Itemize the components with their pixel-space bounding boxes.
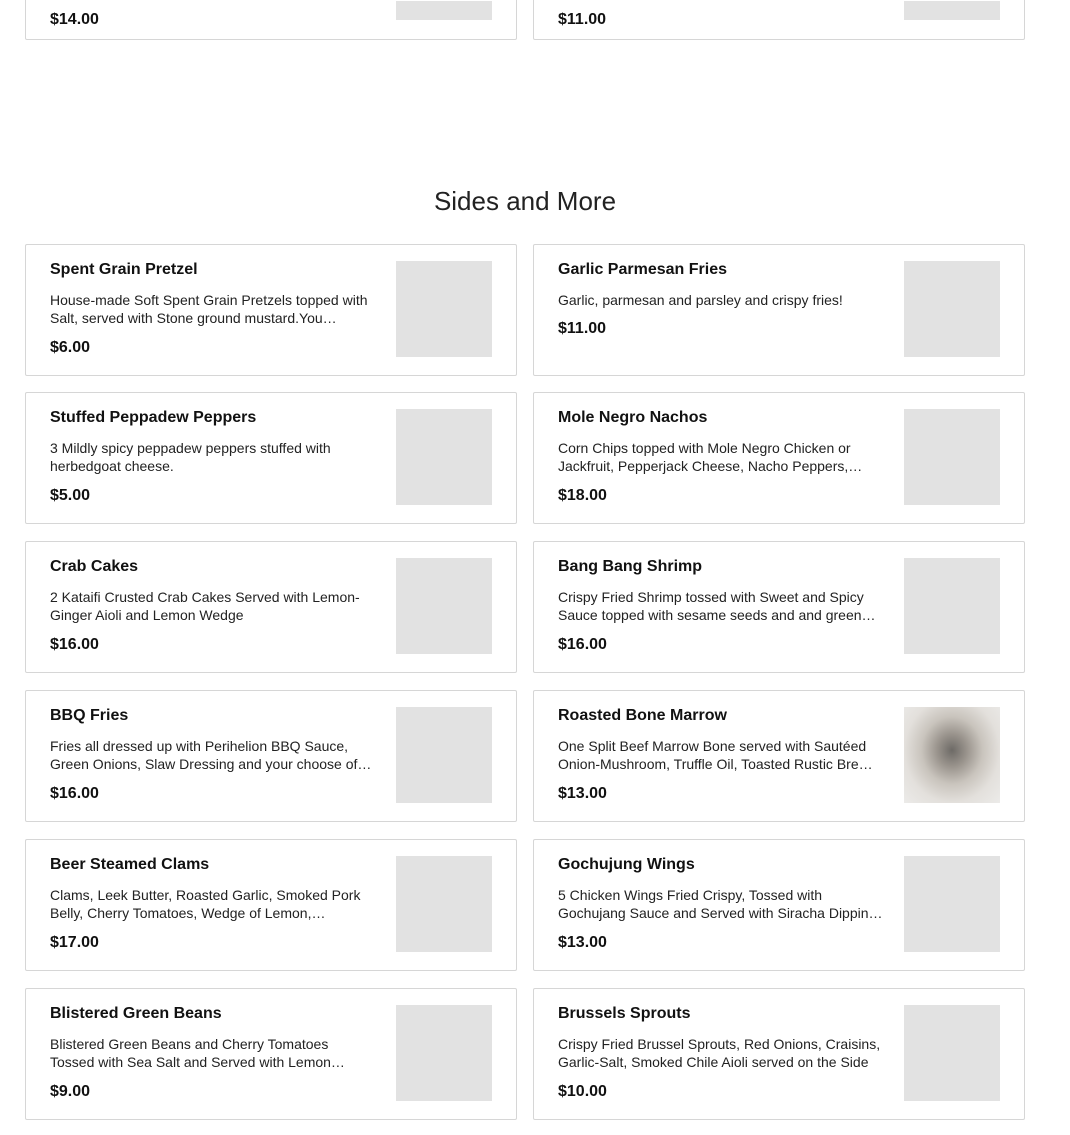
menu-item-roasted-bone-marrow[interactable] — [533, 690, 1025, 822]
bone-marrow-photo — [904, 707, 1000, 803]
menu-item-price: $17.00 — [50, 934, 99, 951]
menu-item-description: 3 Mildly spicy peppadew peppers stuffed with herbedgoat cheese. — [50, 440, 331, 474]
menu-item-image — [396, 261, 492, 357]
menu-item-description: Crispy Fried Brussel Sprouts, Red Onions, Craisins, Garlic-Salt, Smoked Chile Aioli served on the Side — [558, 1036, 881, 1070]
menu-item-name: Roasted Bone Marrow — [558, 707, 727, 724]
menu-item-description: House-made Soft Spent Grain Pretzels topped with Salt, served with Stone ground mustard.You… — [50, 292, 368, 326]
menu-item-description: Blistered Green Beans and Cherry Tomatoes Tossed with Sea Salt and Served with Lemon… — [50, 1036, 345, 1070]
menu-item-image — [396, 856, 492, 952]
menu-item-description: One Split Beef Marrow Bone served with Sautéed Onion-Mushroom, Truffle Oil, Toasted Rustic Bre… — [558, 738, 873, 772]
menu-item-image — [904, 1005, 1000, 1101]
menu-item-price: $9.00 — [50, 1083, 91, 1100]
menu-item-price: $10.00 — [558, 1083, 607, 1100]
menu-item-name: Brussels Sprouts — [558, 1005, 691, 1022]
menu-item-garlic-parmesan-fries[interactable] — [533, 244, 1025, 376]
menu-item-image — [904, 261, 1000, 357]
menu-item-price: $18.00 — [558, 487, 607, 504]
menu-item-name: Beer Steamed Clams — [50, 856, 210, 873]
menu-item-price: $6.00 — [50, 339, 91, 356]
menu-item-gochujung-wings[interactable] — [533, 839, 1025, 971]
menu-item-description: Clams, Leek Butter, Roasted Garlic, Smoked Pork Belly, Cherry Tomatoes, Wedge of Lemon,… — [50, 887, 361, 921]
menu-item-bbq-fries[interactable] — [25, 690, 517, 822]
menu-item-card[interactable] — [533, 0, 1025, 40]
menu-item-stuffed-peppadew-peppers[interactable] — [25, 392, 517, 524]
menu-item-description: Garlic, parmesan and parsley and crispy fries! — [558, 292, 843, 308]
menu-item-bang-bang-shrimp[interactable] — [533, 541, 1025, 673]
menu-item-mole-negro-nachos[interactable] — [533, 392, 1025, 524]
menu-item-price: $16.00 — [50, 785, 99, 802]
menu-item-name: Gochujung Wings — [558, 856, 695, 873]
menu-item-name: Bang Bang Shrimp — [558, 558, 703, 575]
menu-item-name: Spent Grain Pretzel — [50, 261, 198, 278]
menu-item-price: $5.00 — [50, 487, 91, 504]
menu-item-image — [904, 856, 1000, 952]
menu-item-card[interactable] — [25, 0, 517, 40]
menu-item-blistered-green-beans[interactable] — [25, 988, 517, 1120]
menu-item-spent-grain-pretzel[interactable] — [25, 244, 517, 376]
menu-item-price: $11.00 — [558, 11, 607, 28]
menu-item-price: $16.00 — [50, 636, 99, 653]
menu-item-price: $11.00 — [558, 320, 607, 337]
menu-item-description: Crispy Fried Shrimp tossed with Sweet and Spicy Sauce topped with sesame seeds and and green… — [558, 589, 876, 623]
menu-item-description: Corn Chips topped with Mole Negro Chicken or Jackfruit, Pepperjack Cheese, Nacho Peppers,… — [558, 440, 863, 474]
menu-item-image — [396, 409, 492, 505]
menu-item-price: $13.00 — [558, 934, 607, 951]
menu-item-name: BBQ Fries — [50, 707, 129, 724]
menu-item-description: 2 Kataifi Crusted Crab Cakes Served with Lemon-Ginger Aioli and Lemon Wedge — [50, 589, 360, 623]
menu-item-image — [904, 1, 1000, 20]
menu-item-name: Crab Cakes — [50, 558, 139, 575]
menu-item-brussels-sprouts[interactable] — [533, 988, 1025, 1120]
menu-item-description: 5 Chicken Wings Fried Crispy, Tossed with Gochujang Sauce and Served with Siracha Dippin… — [558, 887, 883, 921]
menu-item-image — [904, 558, 1000, 654]
menu-item-name: Stuffed Peppadew Peppers — [50, 409, 257, 426]
menu-item-crab-cakes[interactable] — [25, 541, 517, 673]
menu-item-image — [396, 558, 492, 654]
menu-item-price: $13.00 — [558, 785, 607, 802]
menu-item-image — [396, 1005, 492, 1101]
section-title: Sides and More — [433, 185, 617, 216]
menu-item-price: $14.00 — [50, 11, 99, 28]
menu-item-name: Blistered Green Beans — [50, 1005, 222, 1022]
menu-item-name: Garlic Parmesan Fries — [558, 261, 727, 278]
menu-item-beer-steamed-clams[interactable] — [25, 839, 517, 971]
menu-item-image — [396, 707, 492, 803]
menu-item-image — [904, 409, 1000, 505]
menu-item-price: $16.00 — [558, 636, 607, 653]
menu-item-name: Mole Negro Nachos — [558, 409, 708, 426]
menu-item-image — [396, 1, 492, 20]
menu-item-description: Fries all dressed up with Perihelion BBQ Sauce, Green Onions, Slaw Dressing and your choose of… — [50, 738, 372, 772]
